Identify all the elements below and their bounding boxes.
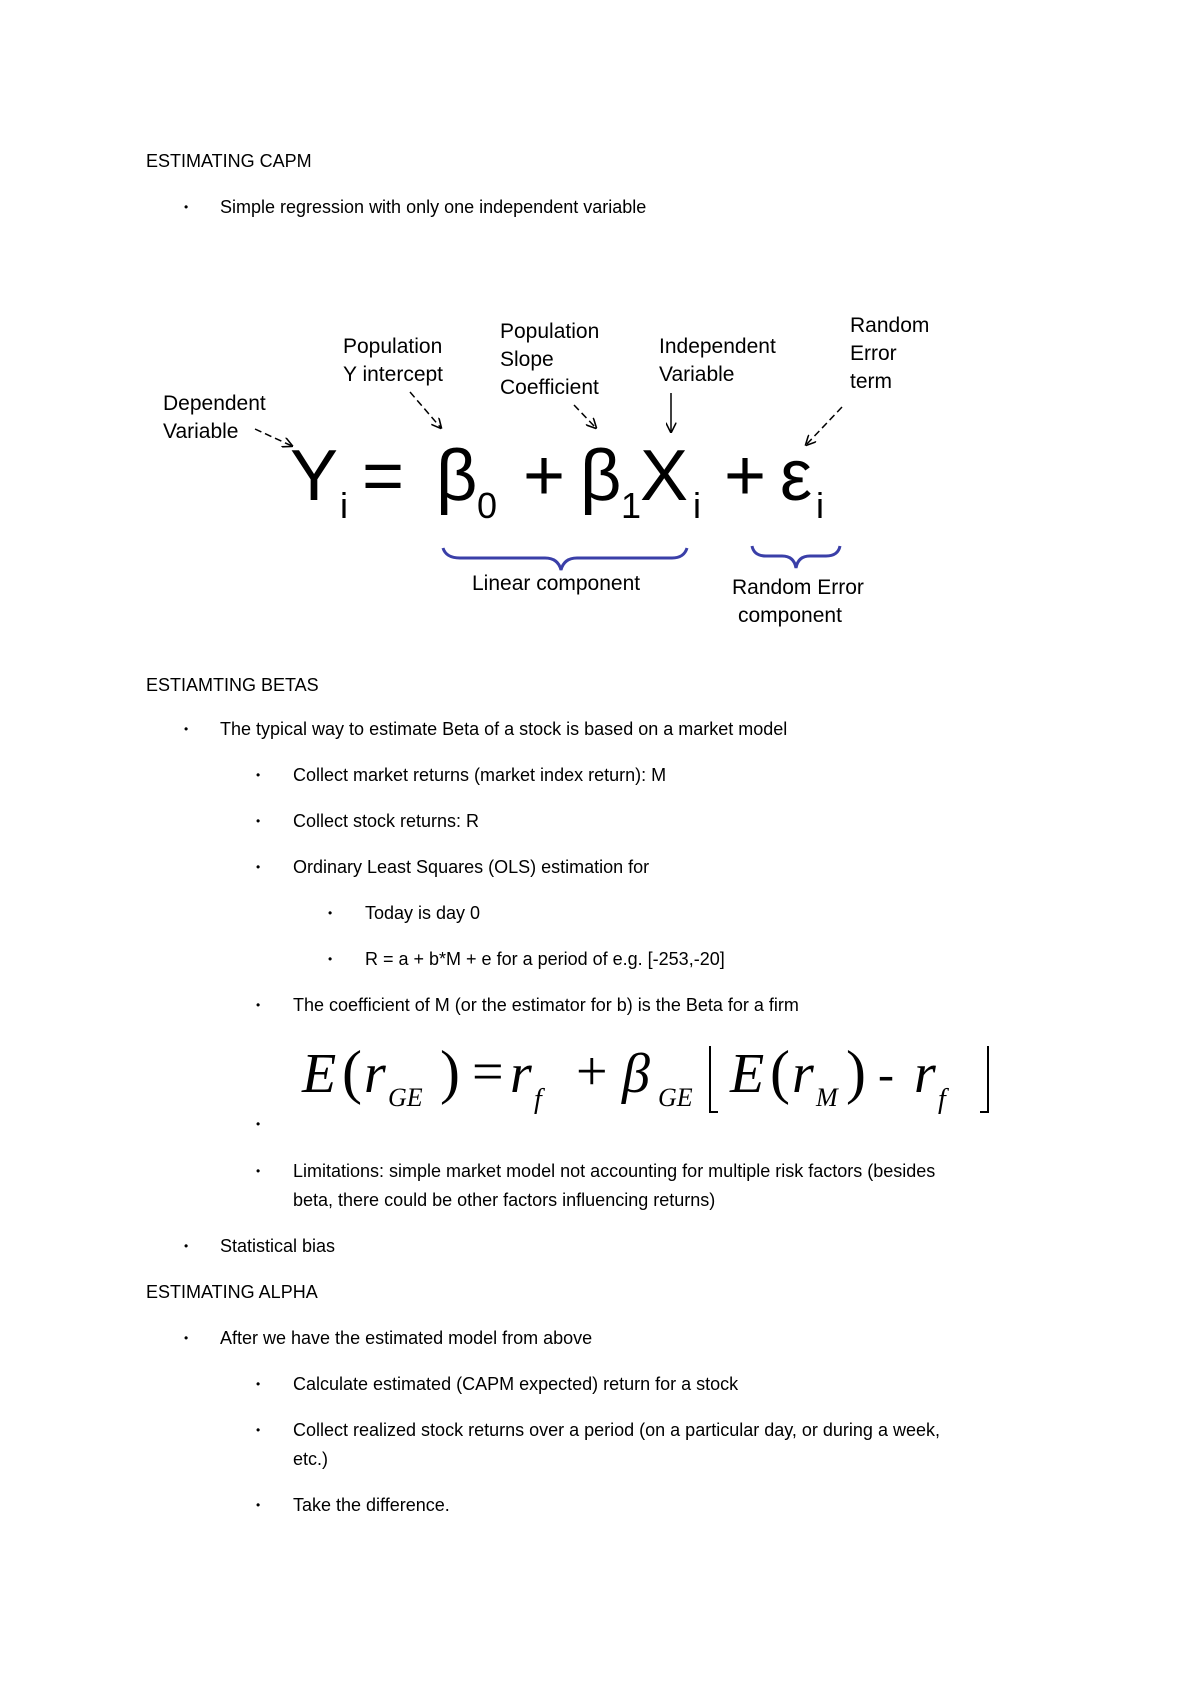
arrow-intercept bbox=[410, 392, 441, 428]
list-item: Simple regression with only one independent variable bbox=[220, 197, 647, 217]
population-intercept-label-1: Population bbox=[343, 335, 443, 358]
bullet-icon: • bbox=[184, 1331, 189, 1345]
list-item: Collect stock returns: R bbox=[293, 811, 480, 831]
eq-sub-i-2: i bbox=[693, 485, 701, 526]
independent-variable-label-2: Variable bbox=[659, 363, 735, 386]
bullet-icon: • bbox=[256, 814, 261, 828]
capm-r: r bbox=[364, 1043, 386, 1105]
linear-component-label: Linear component bbox=[472, 572, 641, 595]
eq-beta-1: β bbox=[580, 436, 622, 516]
bullet-icon: • bbox=[184, 200, 189, 214]
bullet-icon: • bbox=[256, 768, 261, 782]
dependent-variable-label-2: Variable bbox=[163, 420, 239, 443]
list-item: Collect realized stock returns over a period (on a particular day, or during a week, bbox=[293, 1420, 940, 1440]
random-error-term-label-2: Error bbox=[850, 342, 897, 365]
capm-r-M: r bbox=[792, 1043, 814, 1105]
population-slope-label-2: Slope bbox=[500, 348, 554, 371]
bullet-icon: • bbox=[328, 952, 333, 966]
random-error-component-label-1: Random Error bbox=[732, 576, 864, 599]
capm-sub-M: M bbox=[816, 1083, 838, 1112]
capm-r-f-2: r bbox=[914, 1043, 936, 1105]
capm-rparen-2: ) bbox=[846, 1039, 866, 1105]
list-item: After we have the estimated model from above bbox=[220, 1328, 593, 1348]
capm-rparen: ) bbox=[440, 1039, 460, 1105]
capm-sub-GE: GE bbox=[388, 1083, 423, 1112]
list-item: Limitations: simple market model not accounting for multiple risk factors (besides bbox=[293, 1161, 936, 1181]
list-item: Ordinary Least Squares (OLS) estimation for bbox=[293, 857, 650, 877]
linear-component-brace bbox=[443, 548, 687, 570]
population-intercept-label-2: Y intercept bbox=[343, 363, 444, 386]
bullet-icon: • bbox=[256, 1377, 261, 1391]
random-error-term-label-1: Random bbox=[850, 314, 930, 337]
bullet-icon: • bbox=[256, 1164, 261, 1178]
capm-E: E bbox=[302, 1043, 337, 1105]
bullet-icon: • bbox=[184, 1239, 189, 1253]
capm-sub-GE-2: GE bbox=[658, 1083, 693, 1112]
regression-equation bbox=[290, 436, 824, 526]
population-slope-label-1: Population bbox=[500, 320, 600, 343]
bullet-icon: • bbox=[256, 860, 261, 874]
list-item: Today is day 0 bbox=[365, 903, 481, 923]
eq-beta-0: β bbox=[436, 436, 478, 516]
capm-E-2: E bbox=[730, 1043, 765, 1105]
random-error-component-label-2: component bbox=[738, 604, 842, 627]
capm-beta: β bbox=[622, 1043, 650, 1105]
arrow-dependent bbox=[255, 429, 292, 446]
section-heading-capm: ESTIMATING CAPM bbox=[146, 151, 312, 171]
capm-formula bbox=[290, 1032, 1010, 1122]
capm-lparen: ( bbox=[342, 1039, 362, 1105]
capm-lparen-2: ( bbox=[770, 1039, 790, 1105]
independent-variable-label-1: Independent bbox=[659, 335, 776, 358]
capm-plus: + bbox=[576, 1041, 608, 1103]
list-item: Statistical bias bbox=[220, 1236, 336, 1256]
eq-X: X bbox=[640, 436, 689, 516]
list-item: Collect market returns (market index return): M bbox=[293, 765, 667, 785]
arrow-slope bbox=[574, 405, 596, 428]
eq-Y: Y bbox=[290, 436, 339, 516]
bullet-icon: • bbox=[256, 1423, 261, 1437]
eq-sub-i-1: i bbox=[340, 485, 348, 526]
capm-minus: - bbox=[878, 1048, 894, 1101]
eq-sub-i-3: i bbox=[816, 485, 824, 526]
list-item: The coefficient of M (or the estimator for b) is the Beta for a firm bbox=[293, 995, 799, 1015]
dependent-variable-label-1: Dependent bbox=[163, 392, 266, 415]
capm-r-f: r bbox=[510, 1043, 532, 1105]
eq-epsilon: ε bbox=[780, 436, 813, 516]
capm-right-bracket bbox=[980, 1046, 988, 1112]
eq-sub-1: 1 bbox=[621, 485, 642, 526]
eq-equals: = bbox=[362, 436, 405, 516]
capm-left-bracket bbox=[710, 1046, 718, 1112]
population-slope-label-3: Coefficient bbox=[500, 376, 599, 399]
section-heading-betas: ESTIAMTING BETAS bbox=[146, 675, 319, 695]
list-item-continuation: etc.) bbox=[293, 1449, 329, 1469]
random-error-term-label-3: term bbox=[850, 370, 892, 393]
eq-plus-1: + bbox=[523, 436, 566, 516]
bullet-icon: • bbox=[256, 1117, 261, 1131]
bullet-icon: • bbox=[256, 1498, 261, 1512]
eq-sub-0: 0 bbox=[477, 485, 498, 526]
list-item: R = a + b*M + e for a period of e.g. [-253,-20] bbox=[365, 949, 725, 969]
bullet-icon: • bbox=[328, 906, 333, 920]
eq-plus-2: + bbox=[724, 436, 767, 516]
list-item: Calculate estimated (CAPM expected) return for a stock bbox=[293, 1374, 739, 1394]
capm-sub-f: f bbox=[534, 1084, 542, 1115]
capm-sub-f-2: f bbox=[938, 1084, 946, 1115]
section-heading-alpha: ESTIMATING ALPHA bbox=[146, 1282, 318, 1302]
bullet-icon: • bbox=[184, 722, 189, 736]
random-error-brace bbox=[752, 546, 840, 568]
list-item: Take the difference. bbox=[293, 1495, 450, 1515]
list-item-continuation: beta, there could be other factors influencing returns) bbox=[293, 1190, 716, 1210]
capm-equals: = bbox=[472, 1041, 504, 1103]
bullet-icon: • bbox=[256, 998, 261, 1012]
list-item: The typical way to estimate Beta of a stock is based on a market model bbox=[220, 719, 788, 739]
